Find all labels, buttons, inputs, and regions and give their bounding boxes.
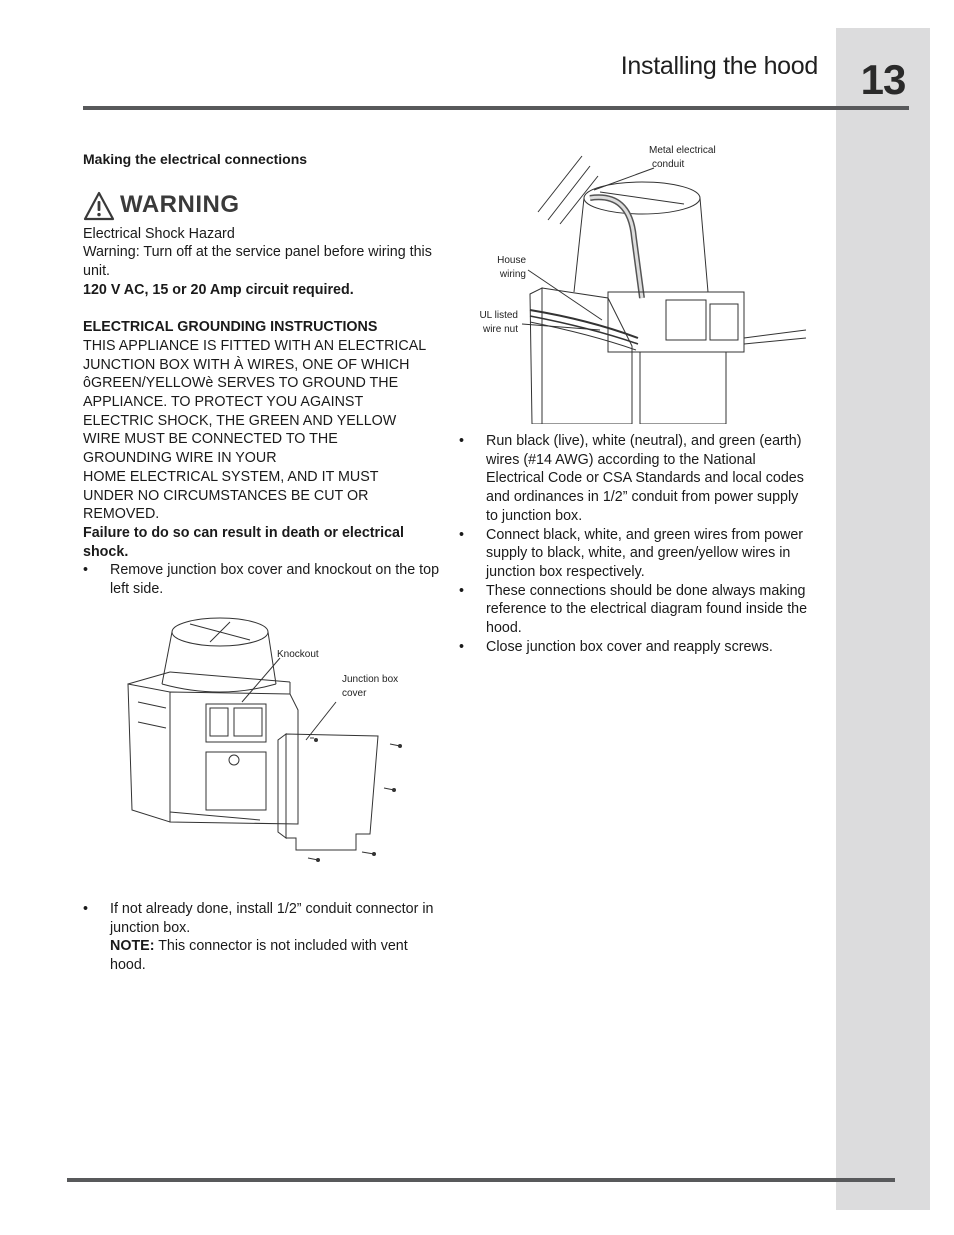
junction-box-figure [110, 612, 410, 892]
side-tab [836, 28, 930, 1210]
hood-illustration-1 [110, 612, 410, 892]
grounding-line: HOME ELECTRICAL SYSTEM, AND IT MUST [83, 468, 379, 485]
list-item [459, 582, 809, 638]
bullet-glyph: • [459, 526, 465, 543]
cover-label-line-1: Junction box [342, 674, 399, 685]
list-item [459, 638, 809, 657]
warning-triangle-icon [83, 191, 115, 221]
warning-heading [83, 191, 443, 221]
bullet-text: Connect black, white, and green wires from power supply to black, white, and green/yellow wires in junction box respectively. [486, 526, 804, 580]
bullet-text: These connections should be done always making reference to the electrical diagram found inside the hood. [486, 582, 808, 637]
list-item [83, 561, 443, 598]
bullet-text: Run black (live), white (neutral), and green (earth) wires (#14 AWG) according to the National Electrical Code or CSA Standards and local codes and ordinances in 1/2” conduit from power supply to junction box. [486, 433, 804, 524]
grounding-line: THIS APPLIANCE IS FITTED WITH AN ELECTRICAL [83, 337, 427, 354]
house-wiring-label-line-1: House [497, 255, 526, 266]
wire-nut-label-line-1: UL listed [479, 310, 518, 321]
grounding-title: ELECTRICAL GROUNDING INSTRUCTIONS [83, 319, 378, 336]
list-item [459, 432, 809, 526]
bullet-glyph: • [459, 582, 465, 599]
grounding-line: JUNCTION BOX WITH À WIRES, ONE OF WHICH [83, 356, 410, 373]
hazard-text: Electrical Shock Hazard [83, 225, 235, 242]
grounding-line: ôGREEN/YELLOWè SERVES TO GROUND THE [83, 375, 399, 392]
grounding-instructions [83, 337, 443, 524]
bullet-text: If not already done, install 1/2” conduit connector in junction box. [110, 901, 434, 936]
hood-illustration-2 [470, 142, 810, 424]
failure-warning: Failure to do so can result in death or electrical shock. [83, 524, 404, 560]
bullet-text: Remove junction box cover and knockout on the top left side. [110, 562, 440, 598]
grounding-line: APPLIANCE. TO PROTECT YOU AGAINST [83, 394, 364, 411]
page-number: 13 [860, 56, 906, 103]
page-title: Installing the hood [620, 52, 818, 80]
house-wiring-label-line-2: wiring [499, 269, 526, 280]
bullet-glyph: • [83, 901, 89, 917]
section-title: Making the electrical connections [83, 151, 308, 167]
conduit-label-line-2: conduit [652, 159, 685, 170]
grounding-line: UNDER NO CIRCUMSTANCES BE CUT OR [83, 487, 369, 504]
bullet-glyph: • [83, 562, 89, 579]
left-bottom-list [83, 900, 445, 975]
wire-nut-label-line-2: wire nut [482, 324, 518, 335]
wiring-figure [470, 142, 810, 424]
list-item [459, 526, 809, 582]
warning-label: WARNING [120, 191, 240, 219]
circuit-requirement: 120 V AC, 15 or 20 Amp circuit required. [83, 281, 354, 298]
bullet-glyph: • [459, 433, 465, 449]
header-divider [83, 106, 909, 110]
left-column [83, 150, 443, 599]
right-column [459, 432, 809, 656]
note-text: This connector is not included with vent hood. [110, 938, 408, 974]
bullet-glyph: • [459, 638, 465, 655]
conduit-label-line-1: Metal electrical [649, 145, 716, 156]
warning-text: Warning: Turn off at the service panel before wiring this unit. [83, 244, 432, 280]
list-item [83, 900, 445, 975]
footer-divider [67, 1178, 895, 1182]
grounding-line: GROUNDING WIRE IN YOUR [83, 450, 277, 467]
grounding-line: REMOVED. [83, 506, 160, 523]
cover-label-line-2: cover [342, 688, 367, 699]
note-label: NOTE: [110, 938, 155, 955]
knockout-label: Knockout [277, 649, 319, 660]
grounding-line: ELECTRIC SHOCK, THE GREEN AND YELLOW [83, 412, 397, 429]
bullet-text: Close junction box cover and reapply screws. [486, 638, 773, 655]
grounding-line: WIRE MUST BE CONNECTED TO THE [83, 431, 338, 448]
